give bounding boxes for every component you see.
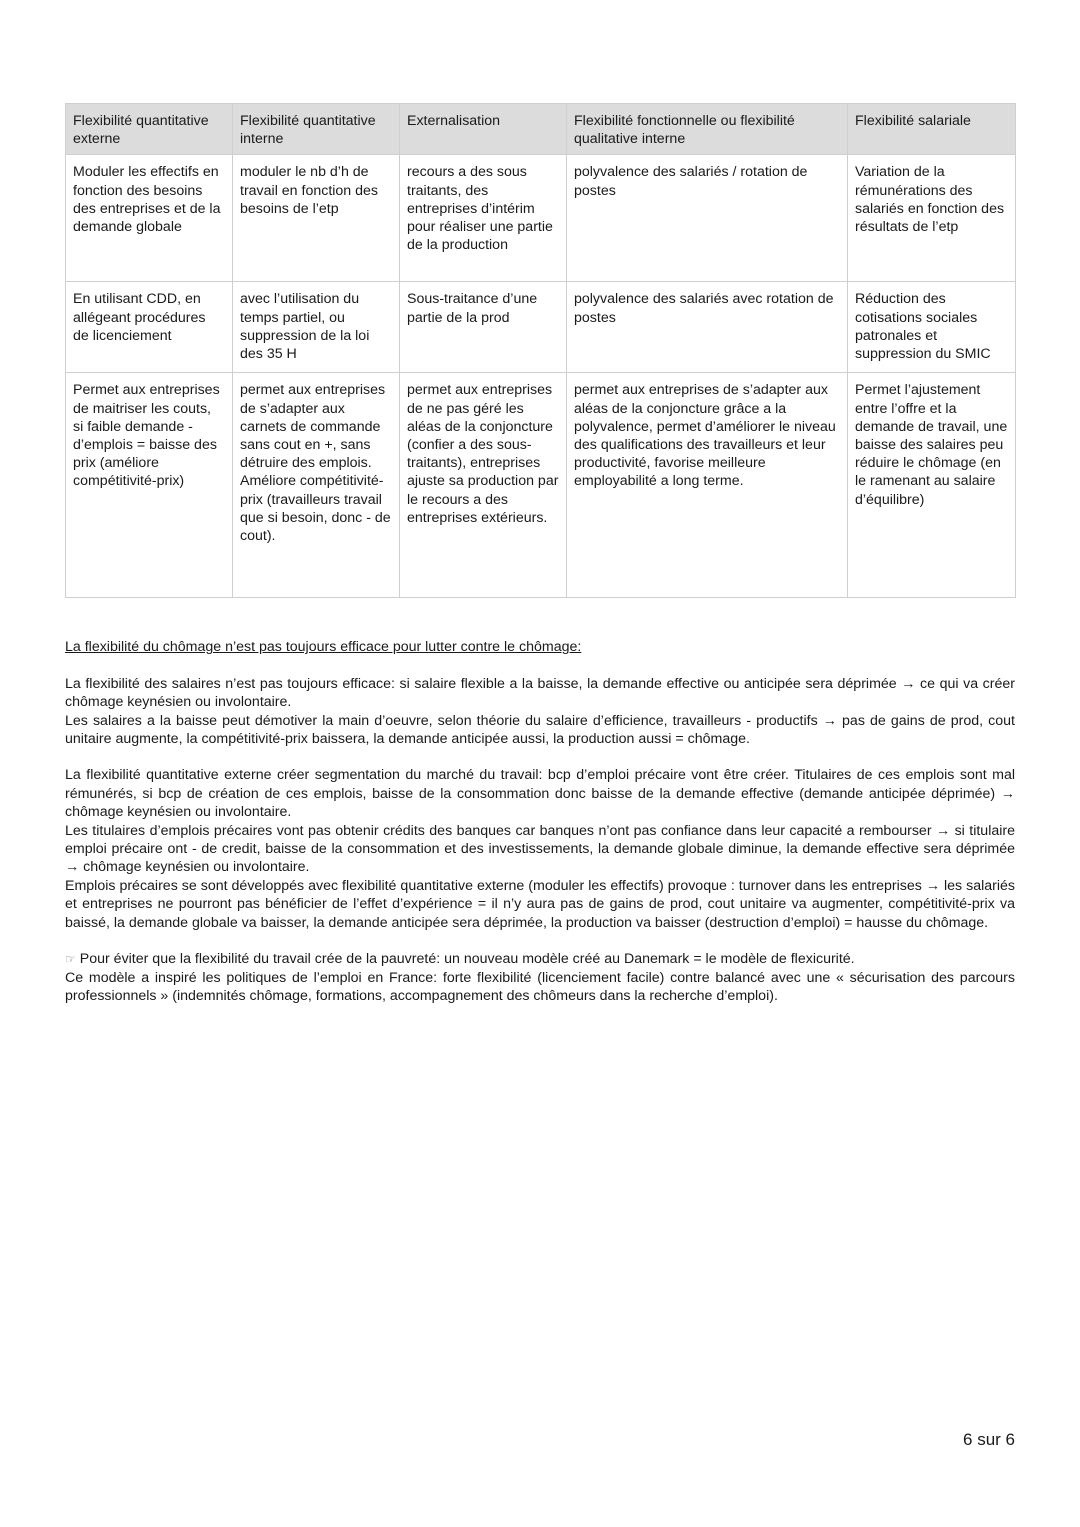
header-cell: Externalisation xyxy=(400,104,567,155)
table-cell: permet aux entreprises de s’adapter aux carnets de commande sans cout en +, sans détruire des emplois. Améliore compétitivité-prix (travailleurs travail que si besoin, donc - de cout). xyxy=(233,373,400,598)
section-title: La flexibilité du chômage n’est pas toujours efficace pour lutter contre le chômage: xyxy=(65,639,582,656)
paragraph: La flexibilité quantitative externe créer segmentation du marché du travail: bcp d’emploi précaire vont être créer. Titulaires de ces emplois sont mal rémunérés, si bcp de création de ces emplois, baisse de la consommation donc baisse de la demande effective (demande anticipée déprimée) → chômage keynésien ou involontaire. xyxy=(65,767,1015,821)
table-cell: moduler le nb d’h de travail en fonction des besoins de l’etp xyxy=(233,155,400,282)
table-cell: Réduction des cotisations sociales patronales et suppression du SMIC xyxy=(848,282,1016,373)
paragraph xyxy=(65,950,1015,968)
table-cell: polyvalence des salariés avec rotation de postes xyxy=(567,282,848,373)
pointing-hand-icon: ☞ xyxy=(65,952,76,967)
paragraph: Les salaires a la baisse peut démotiver la main d’oeuvre, selon théorie du salaire d’efficience, travailleurs - productifs → pas de gains de prod, cout unitaire augmente, la compétitivité-prix baissera, la demande anticipée aussi, la production aussi = chômage. xyxy=(65,712,1015,748)
text-section xyxy=(65,638,1015,1005)
table-cell: polyvalence des salariés / rotation de postes xyxy=(567,155,848,282)
header-cell: Flexibilité quantitative externe xyxy=(66,104,233,155)
paragraph: Emplois précaires se sont développés avec flexibilité quantitative externe (moduler les effectifs) provoque : turnover dans les entreprises → les salariés et entreprises ne pourront pas bénéficier de l’effet d’expérience = il n’y aura pas de gains de prod, cout unitaire va augmenter, compétitivité-prix va baissé, la demande globale va baisser, la demande anticipée sera déprimée, la production va baisser (destruction d’emploi) = hausse du chômage. xyxy=(65,877,1015,931)
flexibility-table xyxy=(65,103,1016,598)
paragraph: Les titulaires d’emplois précaires vont pas obtenir crédits des banques car banques n’ont pas confiance dans leur capacité a rembourser → si titulaire emploi précaire ont - de credit, baisse de la consommation et des investissements, la demande globale diminue, la demande effective sera déprimée → chômage keynésien ou involontaire. xyxy=(65,822,1015,876)
table-cell: Permet aux entreprises de maitriser les couts, si faible demande - d’emplois = baisse des prix (améliore compétitivité-prix) xyxy=(66,373,233,598)
header-cell: Flexibilité fonctionnelle ou flexibilité qualitative interne xyxy=(567,104,848,155)
paragraph: La flexibilité des salaires n’est pas toujours efficace: si salaire flexible a la baisse, la demande effective ou anticipée sera déprimée → ce qui va créer chômage keynésien ou involontaire. xyxy=(65,675,1015,711)
page-number: 6 sur 6 xyxy=(963,1430,1015,1449)
table-cell: permet aux entreprises de ne pas géré les aléas de la conjoncture (confier a des sous-traitants), entreprises ajuste sa production par le recours a des entreprises extérieurs. xyxy=(400,373,567,598)
table-cell: recours a des sous traitants, des entreprises d’intérim pour réaliser une partie de la production xyxy=(400,155,567,282)
table-cell: Moduler les effectifs en fonction des besoins des entreprises et de la demande globale xyxy=(66,155,233,282)
table-row xyxy=(66,155,1016,282)
table-cell: permet aux entreprises de s’adapter aux aléas de la conjoncture grâce a la polyvalence, permet d’améliorer le niveau des qualifications des travailleurs et leur productivité, favorise meilleure employabilité a long terme. xyxy=(567,373,848,598)
table-cell: Permet l’ajustement entre l’offre et la demande de travail, une baisse des salaires peu réduire le chômage (en le ramenant au salaire d’équilibre) xyxy=(848,373,1016,598)
table-cell: En utilisant CDD, en allégeant procédures de licenciement xyxy=(66,282,233,373)
page-content xyxy=(65,103,1015,1005)
table-cell: Variation de la rémunérations des salariés en fonction des résultats de l’etp xyxy=(848,155,1016,282)
table-row xyxy=(66,373,1016,598)
table-header-row xyxy=(66,104,1016,155)
paragraph: Ce modèle a inspiré les politiques de l’emploi en France: forte flexibilité (licenciement facile) contre balancé avec une « sécurisation des parcours professionnels » (indemnités chômage, formations, accompagnement des chômeurs dans la recherche d’emploi). xyxy=(65,969,1015,1004)
table-row xyxy=(66,282,1016,373)
header-cell: Flexibilité salariale xyxy=(848,104,1016,155)
table-cell: Sous-traitance d’une partie de la prod xyxy=(400,282,567,373)
paragraph-text: Pour éviter que la flexibilité du travail crée de la pauvreté: un nouveau modèle créé au Danemark = le modèle de flexicurité. xyxy=(79,951,855,968)
table-cell: avec l’utilisation du temps partiel, ou suppression de la loi des 35 H xyxy=(233,282,400,373)
header-cell: Flexibilité quantitative interne xyxy=(233,104,400,155)
